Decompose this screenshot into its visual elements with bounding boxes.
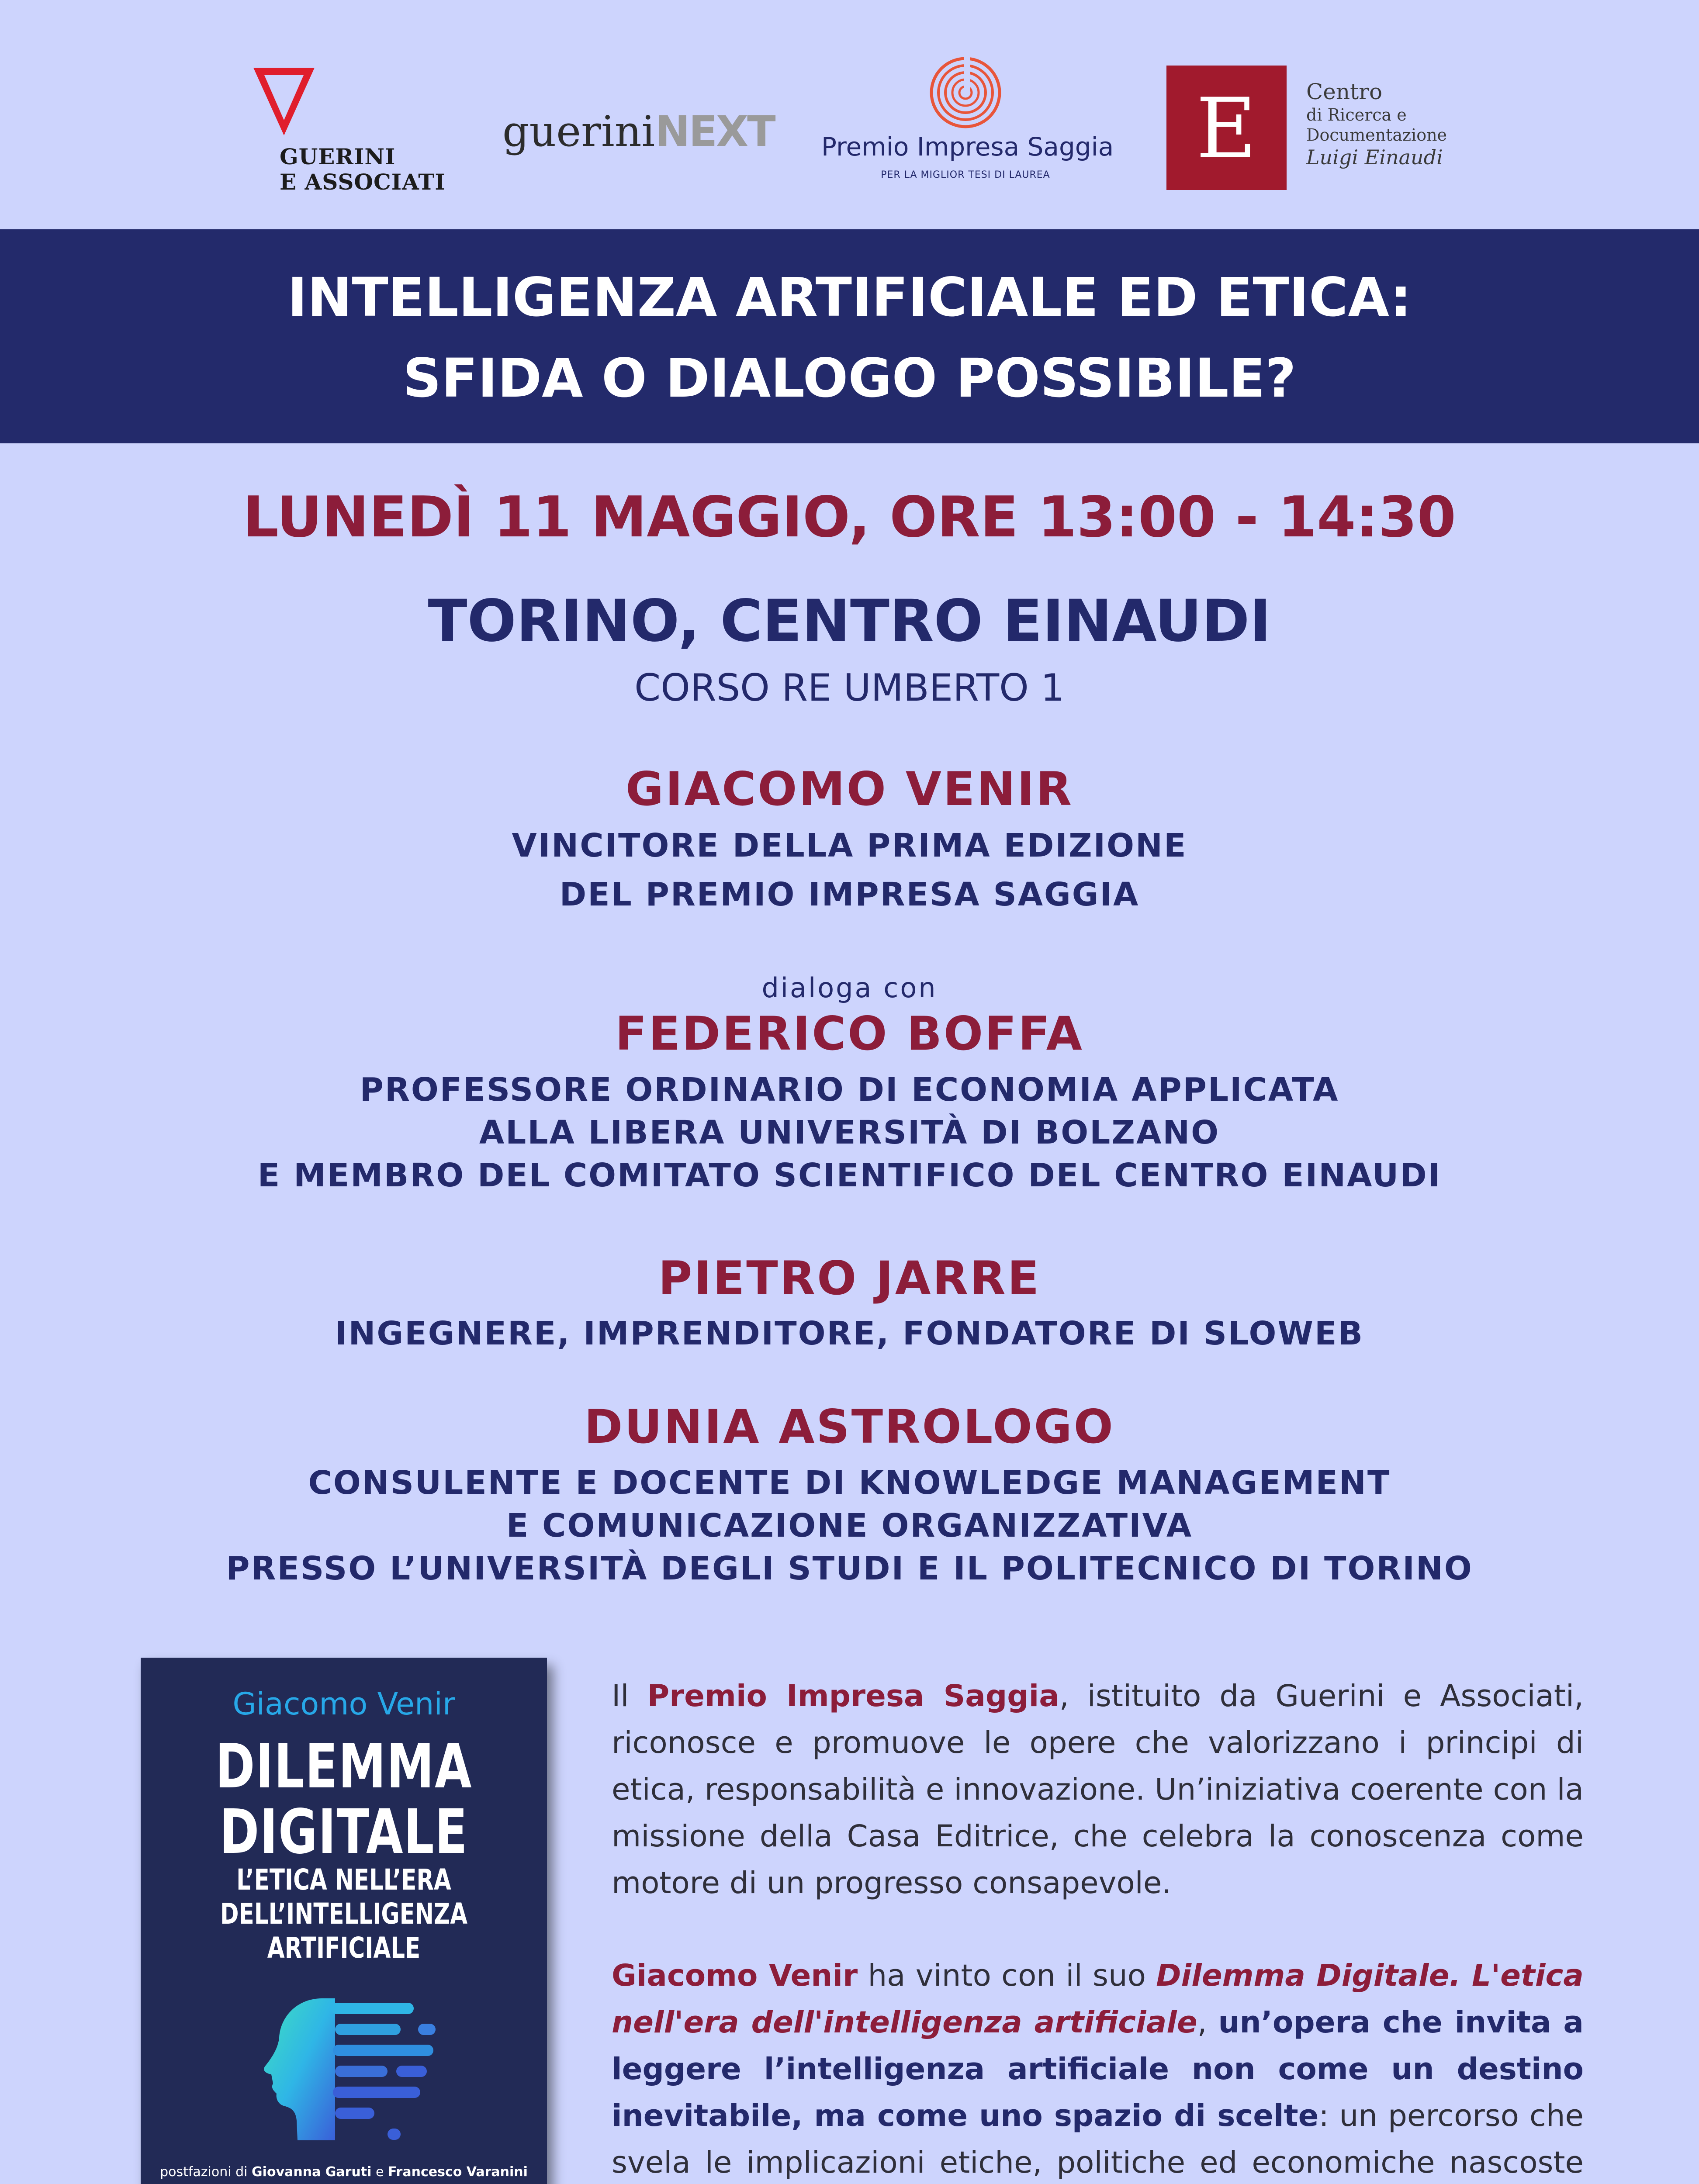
book-title: DILEMMA DIGITALE <box>215 1731 473 1868</box>
centro-einaudi-text: Centro di Ricerca e Documentazione Luigi Einaudi <box>1306 79 1447 169</box>
speaker-role-boffa-1: PROFESSORE ORDINARIO DI ECONOMIA APPLICATA <box>360 1071 1339 1109</box>
speaker-role-jarre: INGEGNERE, IMPRENDITORE, FONDATORE DI SLOWEB <box>335 1315 1364 1352</box>
book-author: Giacomo Venir <box>232 1686 455 1722</box>
book-cover <box>141 1658 547 2184</box>
letter-e-icon <box>1166 66 1287 190</box>
guerini-associati-logo <box>245 66 446 197</box>
ai-head-icon <box>256 1990 440 2147</box>
speaker-role-astrologo-2: E COMUNICAZIONE ORGANIZZATIVA <box>506 1507 1193 1545</box>
speaker-name-boffa: FEDERICO BOFFA <box>615 1007 1084 1061</box>
centro-einaudi-mark <box>1166 66 1287 190</box>
svg-text:E: E <box>1196 80 1257 177</box>
dialogue-connector: dialoga con <box>761 972 938 1004</box>
premio-impresa-saggia-logo <box>821 57 1114 188</box>
centro-einaudi-logo <box>1166 66 1498 192</box>
triangle-logo-icon <box>251 66 317 140</box>
title-banner <box>0 229 1699 443</box>
speaker-role-astrologo-1: CONSULENTE E DOCENTE DI KNOWLEDGE MANAGEMENT <box>308 1464 1391 1502</box>
title-line-1: INTELLIGENZA ARTIFICIALE ED ETICA: <box>287 266 1412 328</box>
speaker-role-venir-1: VINCITORE DELLA PRIMA EDIZIONE <box>512 827 1187 864</box>
premio-logo-subtitle: PER LA MIGLIOR TESI DI LAUREA <box>881 169 1050 180</box>
event-place: TORINO, CENTRO EINAUDI <box>428 587 1271 655</box>
description-paragraph-2: Giacomo Venir ha vinto con il suo Dilemma Digitale. L'etica nell'era dell'intelligenza artificiale, un’opera che invita a leggere l’intelligenza artificiale non come un destino inevitabile, ma come uno spazio di scelte: un percorso che svela le implicazioni etiche, politiche ed economiche nascoste <box>612 1958 1584 2180</box>
premio-logo-title: Premio Impresa Saggia <box>821 132 1114 162</box>
guerini-next-logo: gueriniNEXT <box>502 107 775 156</box>
description-paragraph-1: Il Premio Impresa Saggia, istituito da Guerini e Associati, riconosce e promuove le opere che valorizzano i principi di etica, responsabilità e innovazione. Un’iniziativa coerente con la missione della Casa Editrice, che celebra la conoscenza come motore di un progresso consapevole. <box>612 1679 1584 1901</box>
guerini-associati-text: GUERINI E ASSOCIATI <box>280 144 446 195</box>
speaker-name-astrologo: DUNIA ASTROLOGO <box>584 1400 1115 1454</box>
speaker-role-astrologo-3: PRESSO L’UNIVERSITÀ DEGLI STUDI E IL POLITECNICO DI TORINO <box>226 1550 1473 1587</box>
event-date: LUNEDÌ 11 MAGGIO, ORE 13:00 - 14:30 <box>243 485 1456 550</box>
speaker-role-boffa-3: E MEMBRO DEL COMITATO SCIENTIFICO DEL CENTRO EINAUDI <box>257 1157 1442 1194</box>
speaker-name-venir: GIACOMO VENIR <box>625 762 1074 816</box>
speaker-role-venir-2: DEL PREMIO IMPRESA SAGGIA <box>559 876 1140 913</box>
book-subtitle: L’ETICA NELL’ERA DELL’INTELLIGENZA ARTIFICIALE <box>220 1863 468 1965</box>
speaker-name-jarre: PIETRO JARRE <box>658 1251 1041 1305</box>
title-line-2: SFIDA O DIALOGO POSSIBILE? <box>403 347 1296 409</box>
spiral-logo-icon <box>926 57 1005 131</box>
event-address: CORSO RE UMBERTO 1 <box>634 666 1065 710</box>
book-postface: postfazioni di Giovanna Garuti e Francesco Varanini <box>160 2164 528 2180</box>
speaker-role-boffa-2: ALLA LIBERA UNIVERSITÀ DI BOLZANO <box>479 1114 1220 1151</box>
